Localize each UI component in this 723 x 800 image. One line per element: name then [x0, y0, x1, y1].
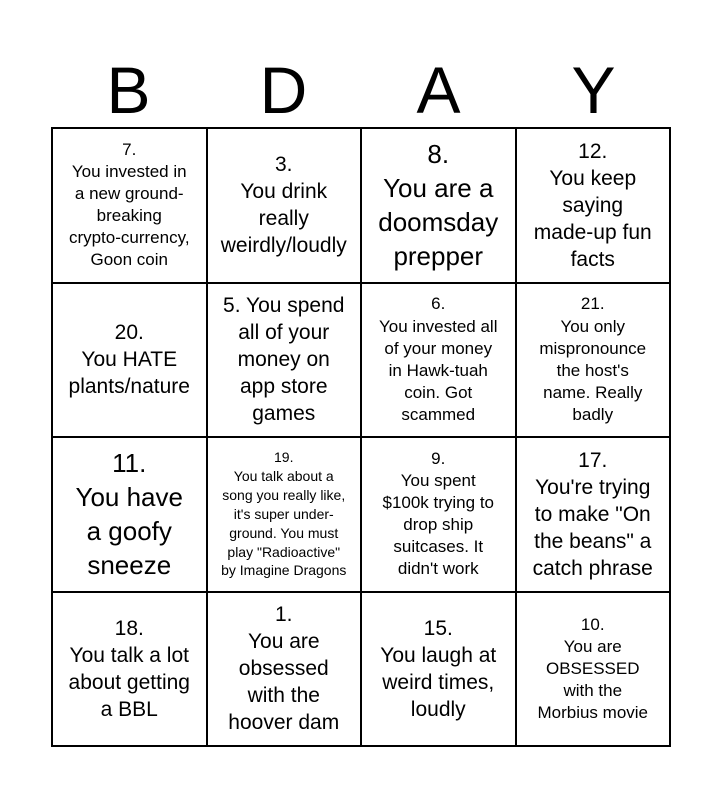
bingo-cell[interactable] — [362, 284, 517, 439]
header-letter-d: D — [259, 53, 308, 127]
cell-text: 17. You're trying to make "On the beans" a catch phrase — [532, 448, 653, 580]
bingo-board — [51, 127, 671, 747]
cell-text: 6. You invested all of your money in Hawk-tuah coin. Got scammed — [379, 294, 498, 424]
header-letter-y: Y — [571, 53, 616, 127]
cell-text: 20. You HATE plants/nature — [68, 321, 190, 399]
cell-text: 21. You only mispronounce the host's name. Really badly — [539, 294, 647, 424]
cell-text: 9. You spent $100k trying to drop ship suitcases. It didn't work — [382, 448, 494, 579]
bingo-cell[interactable] — [362, 593, 517, 748]
bingo-cell[interactable] — [208, 129, 363, 284]
bingo-cell[interactable] — [517, 438, 672, 593]
bingo-cell[interactable] — [53, 129, 208, 284]
cell-text: 12. You keep saying made-up fun facts — [533, 139, 652, 271]
bingo-cell[interactable] — [53, 284, 208, 439]
cell-text: 18. You talk a lot about getting a BBL — [68, 616, 190, 721]
bingo-cell[interactable] — [208, 593, 363, 748]
bingo-cell[interactable] — [53, 593, 208, 748]
bingo-cell[interactable] — [208, 438, 363, 593]
cell-text: 1. You are obsessed with the hoover dam — [228, 603, 340, 735]
cell-text: 15. You laugh at weird times, loudly — [380, 616, 497, 721]
cell-text: 19. You talk about a song you really like, it's super under- ground. You must play "Radioactive" by Imagine Dragons — [221, 449, 347, 579]
bingo-cell[interactable] — [517, 284, 672, 439]
cell-text: 5. You spend all of your money on app store games — [223, 294, 345, 426]
cell-text: 7. You invested in a new ground- breaking crypto-currency, Goon coin — [68, 139, 190, 270]
bingo-cell[interactable] — [362, 129, 517, 284]
cell-text: 8. You are a doomsday prepper — [378, 139, 499, 272]
cell-text: 3. You drink really weirdly/loudly — [220, 153, 347, 258]
header-letter-b: B — [106, 53, 151, 127]
cell-text: 11. You have a goofy sneeze — [75, 448, 183, 581]
bingo-cell[interactable] — [208, 284, 363, 439]
bingo-cell[interactable] — [362, 438, 517, 593]
bingo-header — [51, 52, 671, 128]
bingo-cell[interactable] — [53, 438, 208, 593]
bingo-cell[interactable] — [517, 129, 672, 284]
cell-text: 10. You are OBSESSED with the Morbius movie — [537, 614, 649, 722]
bingo-cell[interactable] — [517, 593, 672, 748]
header-letter-a: A — [416, 53, 461, 127]
